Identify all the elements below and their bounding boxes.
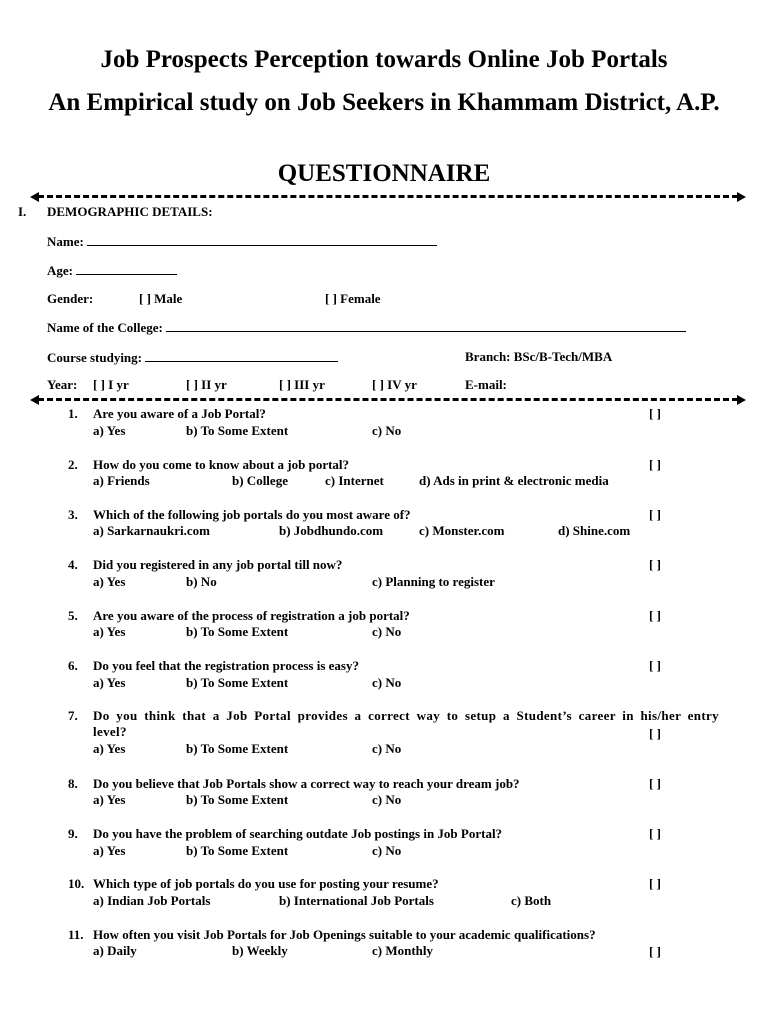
- section-number: I.: [18, 204, 27, 219]
- year-1-checkbox[interactable]: [ ] I yr: [93, 377, 129, 392]
- option-a[interactable]: a) Yes: [93, 792, 126, 807]
- year-3-checkbox[interactable]: [ ] III yr: [279, 377, 325, 392]
- option-a[interactable]: a) Yes: [93, 741, 126, 756]
- option-b[interactable]: b) Weekly: [232, 943, 288, 958]
- questionnaire-heading: QUESTIONNAIRE: [277, 160, 491, 187]
- question-number: 4.: [68, 557, 78, 572]
- arrow-left-icon: [30, 192, 39, 202]
- question-text: Are you aware of a Job Portal?: [93, 406, 266, 421]
- option-a[interactable]: a) Yes: [93, 423, 126, 438]
- option-c[interactable]: c) Planning to register: [372, 574, 495, 589]
- question-number: 3.: [68, 507, 78, 522]
- answer-box[interactable]: [ ]: [649, 776, 661, 791]
- arrow-left-icon: [30, 395, 39, 405]
- gender-male-checkbox[interactable]: [ ] Male: [139, 291, 183, 306]
- course-row: [47, 349, 338, 366]
- option-a[interactable]: a) Daily: [93, 943, 137, 958]
- question-number: 11.: [68, 927, 84, 942]
- question-text: Are you aware of the process of registration a job portal?: [93, 608, 410, 623]
- college-field[interactable]: [166, 319, 686, 332]
- answer-box[interactable]: [ ]: [649, 726, 661, 741]
- option-a[interactable]: a) Yes: [93, 574, 126, 589]
- title-line-1: Job Prospects Perception towards Online Job Portals: [100, 46, 668, 73]
- option-b[interactable]: b) To Some Extent: [186, 843, 289, 858]
- answer-box[interactable]: [ ]: [649, 557, 661, 572]
- option-a[interactable]: a) Yes: [93, 624, 126, 639]
- year-2-checkbox[interactable]: [ ] II yr: [186, 377, 227, 392]
- title-line-2: An Empirical study on Job Seekers in Khammam District, A.P.: [48, 89, 720, 116]
- email-label: E-mail:: [465, 377, 507, 392]
- question-number: 8.: [68, 776, 78, 791]
- section-title: DEMOGRAPHIC DETAILS:: [47, 204, 213, 219]
- question-text: How often you visit Job Portals for Job Openings suitable to your academic qualifications?: [93, 927, 596, 942]
- option-c[interactable]: c) Both: [511, 893, 552, 908]
- option-c[interactable]: c) Internet: [325, 473, 384, 488]
- option-c[interactable]: c) No: [372, 792, 402, 807]
- question-text: Do you think that a Job Portal provides a correct way to setup a Student’s career in his/her entry level?: [93, 708, 719, 739]
- arrow-right-icon: [737, 192, 746, 202]
- course-label: Course studying:: [47, 350, 142, 365]
- option-b[interactable]: b) To Some Extent: [186, 792, 289, 807]
- answer-box[interactable]: [ ]: [649, 406, 661, 421]
- gender-label: Gender:: [47, 291, 94, 306]
- question-text: Do you believe that Job Portals show a correct way to reach your dream job?: [93, 776, 520, 791]
- question-text: Which type of job portals do you use for posting your resume?: [93, 876, 439, 891]
- answer-box[interactable]: [ ]: [649, 944, 661, 959]
- college-label: Name of the College:: [47, 320, 163, 335]
- option-c[interactable]: c) No: [372, 675, 402, 690]
- question-text: How do you come to know about a job portal?: [93, 457, 350, 472]
- option-b[interactable]: b) International Job Portals: [279, 893, 434, 908]
- option-b[interactable]: b) Jobdhundo.com: [279, 523, 384, 538]
- name-label: Name:: [47, 234, 84, 249]
- option-d[interactable]: d) Shine.com: [558, 523, 631, 538]
- answer-box[interactable]: [ ]: [649, 507, 661, 522]
- question-number: 6.: [68, 658, 78, 673]
- name-field[interactable]: [87, 233, 437, 246]
- gender-female-checkbox[interactable]: [ ] Female: [325, 291, 381, 306]
- option-c[interactable]: c) Monthly: [372, 943, 434, 958]
- branch-label: Branch: BSc/B-Tech/MBA: [465, 349, 613, 364]
- option-b[interactable]: b) To Some Extent: [186, 624, 289, 639]
- question-number: 2.: [68, 457, 78, 472]
- question-text: Do you feel that the registration process is easy?: [93, 658, 359, 673]
- option-c[interactable]: c) Monster.com: [419, 523, 505, 538]
- age-field[interactable]: [76, 262, 177, 275]
- option-b[interactable]: b) To Some Extent: [186, 675, 289, 690]
- question-number: 7.: [68, 708, 78, 723]
- dashed-divider-bottom: [38, 398, 738, 401]
- dashed-divider-top: [38, 195, 738, 198]
- option-a[interactable]: a) Sarkarnaukri.com: [93, 523, 210, 538]
- option-b[interactable]: b) College: [232, 473, 288, 488]
- question-text: Do you have the problem of searching outdate Job postings in Job Portal?: [93, 826, 503, 841]
- question-number: 10.: [68, 876, 85, 891]
- year-4-checkbox[interactable]: [ ] IV yr: [372, 377, 417, 392]
- year-label: Year:: [47, 377, 78, 392]
- option-b[interactable]: b) No: [186, 574, 217, 589]
- question-number: 1.: [68, 406, 78, 421]
- option-b[interactable]: b) To Some Extent: [186, 423, 289, 438]
- option-a[interactable]: a) Indian Job Portals: [93, 893, 211, 908]
- option-a[interactable]: a) Yes: [93, 843, 126, 858]
- arrow-right-icon: [737, 395, 746, 405]
- option-a[interactable]: a) Yes: [93, 675, 126, 690]
- answer-box[interactable]: [ ]: [649, 876, 661, 891]
- age-row: [47, 262, 177, 279]
- question-number: 5.: [68, 608, 78, 623]
- option-b[interactable]: b) To Some Extent: [186, 741, 289, 756]
- answer-box[interactable]: [ ]: [649, 608, 661, 623]
- course-field[interactable]: [145, 349, 338, 362]
- age-label: Age:: [47, 263, 73, 278]
- option-c[interactable]: c) No: [372, 843, 402, 858]
- question-number: 9.: [68, 826, 78, 841]
- answer-box[interactable]: [ ]: [649, 658, 661, 673]
- question-text: Did you registered in any job portal till now?: [93, 557, 343, 572]
- college-row: [47, 319, 686, 336]
- option-c[interactable]: c) No: [372, 423, 402, 438]
- name-row: [47, 233, 437, 250]
- option-c[interactable]: c) No: [372, 741, 402, 756]
- option-c[interactable]: c) No: [372, 624, 402, 639]
- option-a[interactable]: a) Friends: [93, 473, 150, 488]
- answer-box[interactable]: [ ]: [649, 826, 661, 841]
- option-d[interactable]: d) Ads in print & electronic media: [419, 473, 609, 488]
- answer-box[interactable]: [ ]: [649, 457, 661, 472]
- question-text: Which of the following job portals do you most aware of?: [93, 507, 411, 522]
